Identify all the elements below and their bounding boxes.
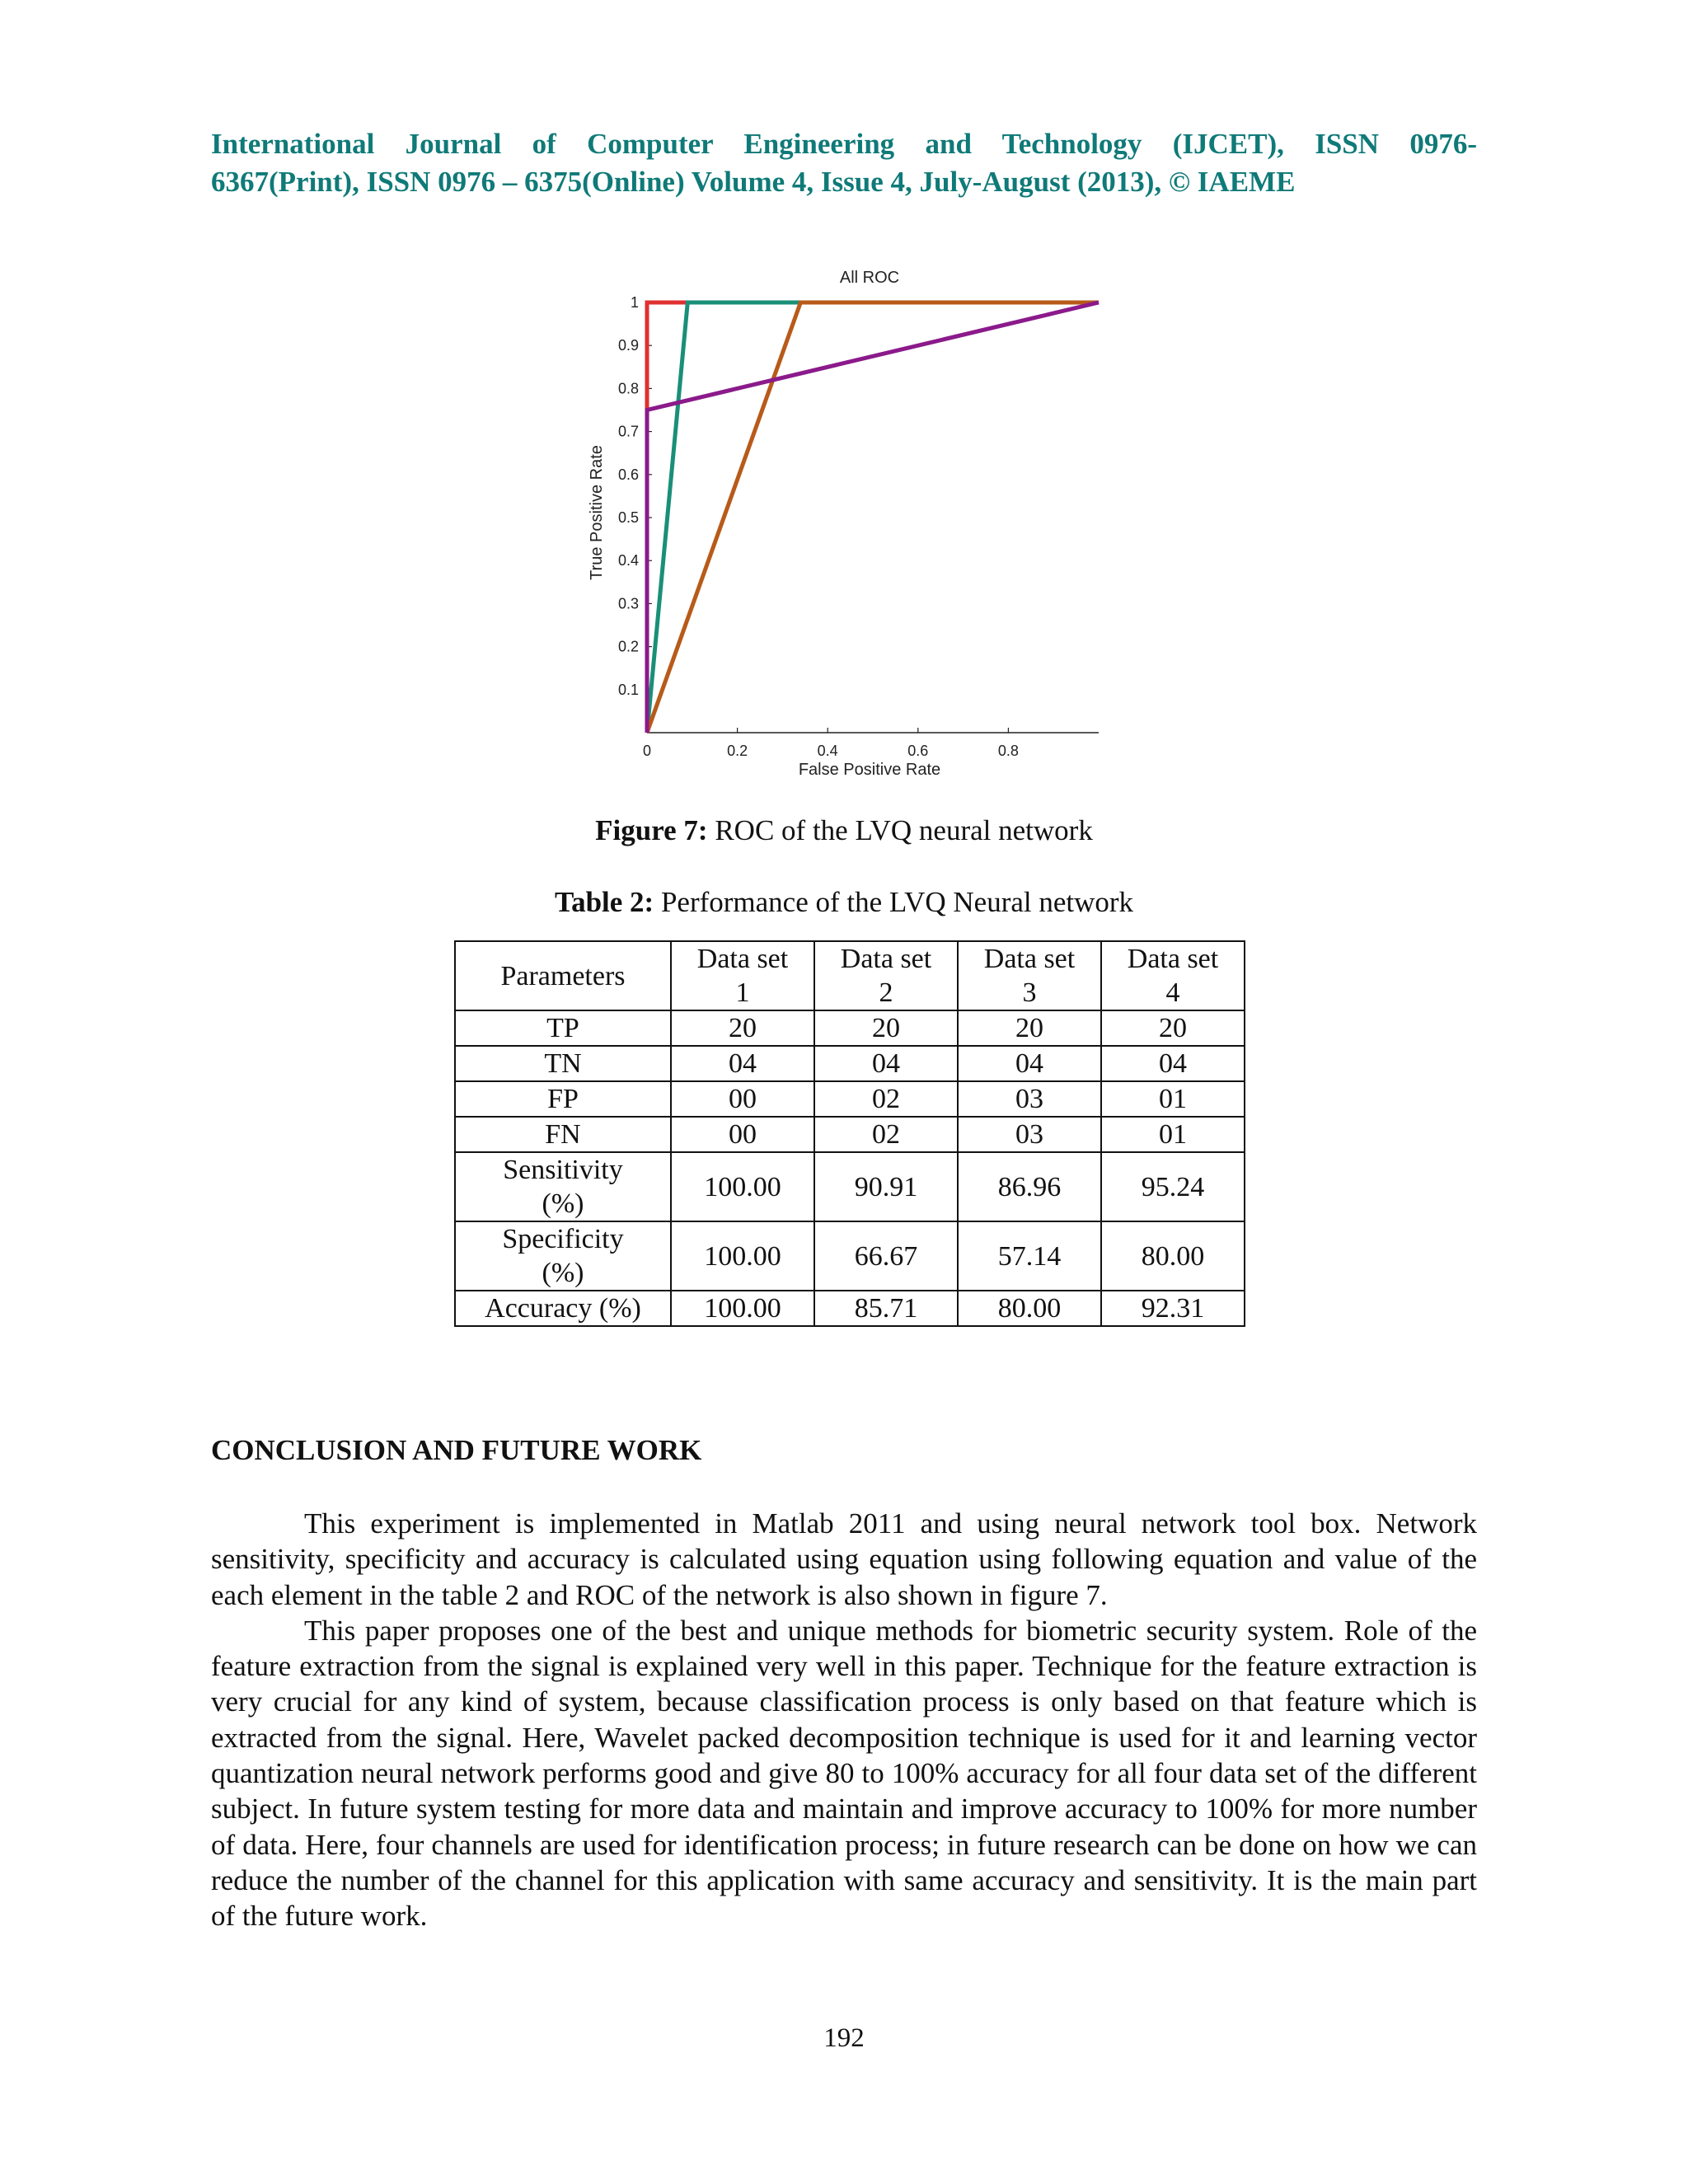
y-tick-label: 0.6 <box>617 466 639 483</box>
row-label <box>455 1221 671 1291</box>
table-cell: 02 <box>814 1117 958 1152</box>
header-l2: 4 <box>1165 977 1180 1008</box>
chart-x-axis-label: False Positive Rate <box>798 761 941 779</box>
table-cell: 01 <box>1101 1081 1245 1117</box>
table-cell: 80.00 <box>958 1291 1101 1326</box>
paragraph-2: This paper proposes one of the best and unique methods for biometric security system. Role of the feature extraction from the signal is explained very well in this paper. Technique for the feature extraction is very crucial for any kind of system, because classification process is only based on that feature which is extracted from the signal. Here, Wavelet packed decomposition technique is used for it and learning vector quantization neural network performs good and give 80 to 100% accuracy for all four data set of the different subject. In future system testing for more data and maintain and improve accuracy to 100% for more number of data. Here, four channels are used for identification process; in future research can be done on how we can reduce the number of the channel for this application with same accuracy and sensitivity. It is the main part of the future work. <box>211 1614 1477 1933</box>
row-label <box>455 1152 671 1221</box>
header-l1: Data set <box>840 944 932 974</box>
table-caption <box>0 886 1688 919</box>
table-row <box>455 1221 1245 1291</box>
figure-label: Figure 7: <box>595 814 708 846</box>
section-heading: CONCLUSION AND FUTURE WORK <box>211 1434 702 1466</box>
roc-series-1 <box>647 302 1099 733</box>
table-cell: 20 <box>958 1010 1101 1046</box>
row-label-l2: (%) <box>542 1188 584 1219</box>
table-cell: 00 <box>671 1081 814 1117</box>
row-label: TP <box>455 1010 671 1046</box>
roc-series-3 <box>647 302 1099 733</box>
table-cell: 00 <box>671 1117 814 1152</box>
row-label: TN <box>455 1046 671 1081</box>
table-cell: 03 <box>958 1081 1101 1117</box>
y-tick-label: 1 <box>630 294 639 311</box>
paragraph-1: This experiment is implemented in Matlab 2011 and using neural network tool box. Network sensitivity, specificity and accuracy is calculated using equation using following equation and value of the each element in the table 2 and ROC of the network is also shown in figure 7. <box>211 1507 1477 1611</box>
performance-table <box>454 940 1245 1327</box>
y-tick-label: 0.2 <box>617 638 639 655</box>
table-row <box>455 1010 1245 1046</box>
table-cell: 20 <box>814 1010 958 1046</box>
table-cell: 85.71 <box>814 1291 958 1326</box>
chart-title: All ROC <box>839 269 900 287</box>
header-l2: 2 <box>879 977 893 1008</box>
journal-header <box>211 125 1477 201</box>
y-tick-label: 0.7 <box>617 423 639 440</box>
header-l2: 3 <box>1022 977 1037 1008</box>
x-tick-label: 0.6 <box>907 743 929 759</box>
row-label: FN <box>455 1117 671 1152</box>
table-label: Table 2: <box>554 886 654 918</box>
header-data-set-4 <box>1101 941 1245 1010</box>
header-l1: Data set <box>983 944 1076 974</box>
y-tick-label: 0.9 <box>617 337 639 354</box>
table-cell: 86.96 <box>958 1152 1101 1221</box>
table-cell: 90.91 <box>814 1152 958 1221</box>
journal-header-line1: International Journal of Computer Engineering and Technology (IJCET), ISSN 0976- <box>211 128 1477 160</box>
figure-caption-text: ROC of the LVQ neural network <box>707 814 1093 846</box>
journal-header-line2: 6367(Print), ISSN 0976 – 6375(Online) Volume 4, Issue 4, July-August (2013), © IAEME <box>211 166 1296 198</box>
table-cell: 66.67 <box>814 1221 958 1291</box>
table-row <box>455 1081 1245 1117</box>
roc-series-4 <box>647 302 1099 733</box>
table-row <box>455 1046 1245 1081</box>
row-label: FP <box>455 1081 671 1117</box>
table-cell: 100.00 <box>671 1152 814 1221</box>
table-caption-text: Performance of the LVQ Neural network <box>654 886 1134 918</box>
page-number: 192 <box>823 2023 865 2053</box>
table-row <box>455 1291 1245 1326</box>
table-cell: 20 <box>1101 1010 1245 1046</box>
chart-y-axis-label: True Positive Rate <box>588 445 606 580</box>
roc-series-2 <box>647 302 1099 733</box>
table-cell: 04 <box>958 1046 1101 1081</box>
table-cell: 04 <box>1101 1046 1245 1081</box>
table-cell: 57.14 <box>958 1221 1101 1291</box>
table-header-row <box>455 941 1245 1010</box>
table-cell: 04 <box>814 1046 958 1081</box>
header-data-set-2 <box>814 941 958 1010</box>
table-cell: 100.00 <box>671 1291 814 1326</box>
figure-caption <box>0 814 1688 847</box>
y-tick-label: 0.5 <box>617 509 639 526</box>
table-row <box>455 1152 1245 1221</box>
y-tick-label: 0.8 <box>617 380 639 397</box>
y-tick-label: 0.1 <box>617 681 639 698</box>
table-cell: 04 <box>671 1046 814 1081</box>
x-tick-label: 0.8 <box>997 743 1019 759</box>
x-tick-label: 0.4 <box>817 743 838 759</box>
header-l1: Data set <box>696 944 789 974</box>
row-label: Accuracy (%) <box>455 1291 671 1326</box>
section-body <box>211 1506 1477 1934</box>
x-tick-label: 0 <box>642 743 652 759</box>
table-cell: 03 <box>958 1117 1101 1152</box>
table-cell: 80.00 <box>1101 1221 1245 1291</box>
header-data-set-3 <box>958 941 1101 1010</box>
y-tick-label: 0.4 <box>617 552 639 569</box>
header-l1: Data set <box>1127 944 1219 974</box>
table-cell: 01 <box>1101 1117 1245 1152</box>
table-cell: 92.31 <box>1101 1291 1245 1326</box>
table-cell: 02 <box>814 1081 958 1117</box>
table-row <box>455 1117 1245 1152</box>
x-tick-label: 0.2 <box>727 743 748 759</box>
header-parameters: Parameters <box>455 941 671 1010</box>
table-cell: 100.00 <box>671 1221 814 1291</box>
y-tick-label: 0.3 <box>617 595 639 612</box>
row-label-l1: Sensitivity <box>503 1155 623 1185</box>
table-cell: 20 <box>671 1010 814 1046</box>
row-label-l1: Specificity <box>502 1224 624 1254</box>
header-l2: 1 <box>735 977 750 1008</box>
header-data-set-1 <box>671 941 814 1010</box>
table-cell: 95.24 <box>1101 1152 1245 1221</box>
row-label-l2: (%) <box>542 1258 584 1288</box>
